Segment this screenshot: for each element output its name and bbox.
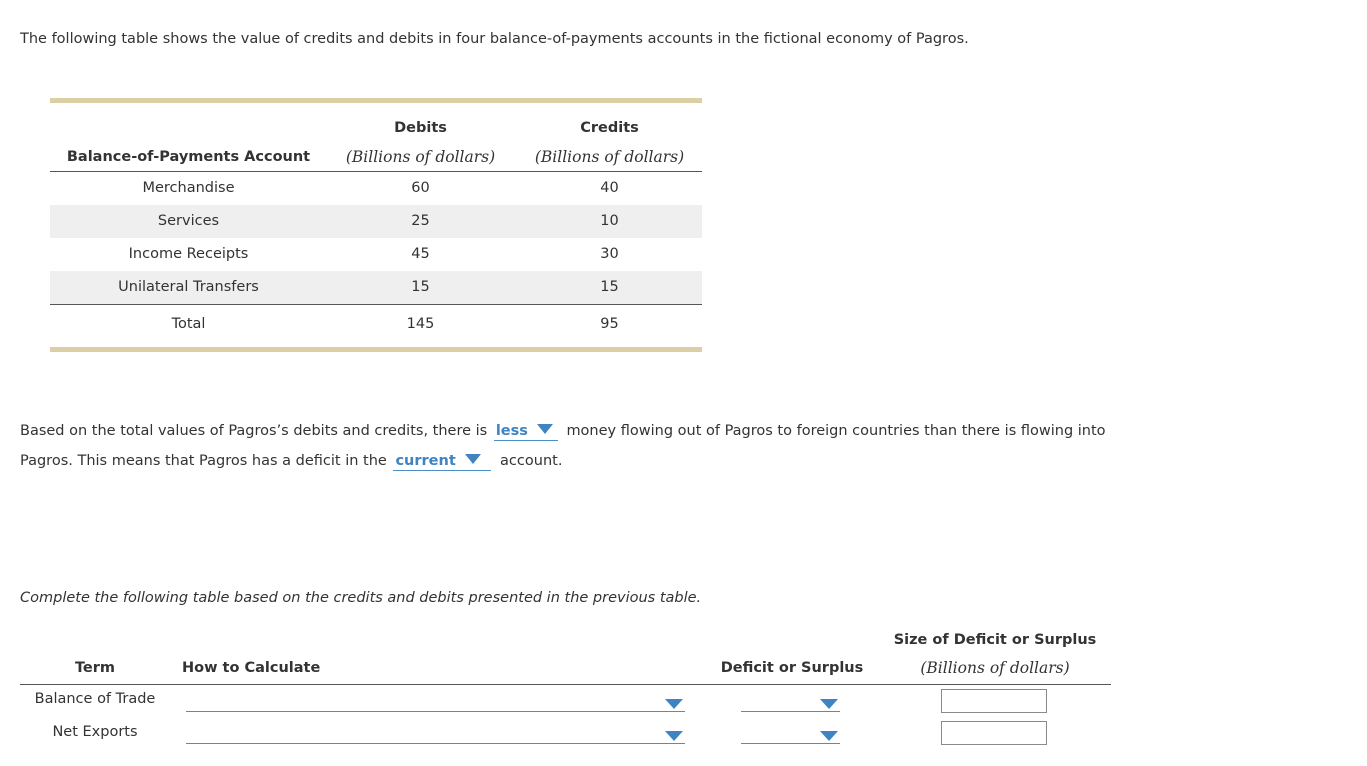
credits-cell: 40 xyxy=(600,180,619,196)
flow-dropdown-value: less xyxy=(495,423,528,439)
header-term: Term xyxy=(74,660,116,676)
header-size: Size of Deficit or Surplus xyxy=(893,632,1097,648)
header-size-unit: (Billions of dollars) xyxy=(920,659,1070,677)
total-debits: 145 xyxy=(406,316,435,332)
account-cell: Income Receipts xyxy=(128,246,249,262)
caret-down-icon xyxy=(820,731,838,741)
credits-cell: 10 xyxy=(600,213,619,229)
total-credits: 95 xyxy=(600,316,619,332)
debits-cell: 60 xyxy=(411,180,430,196)
credits-cell: 15 xyxy=(600,279,619,295)
term-net-exports: Net Exports xyxy=(52,724,138,740)
paragraph-line-1 xyxy=(20,423,1106,441)
table-row xyxy=(50,205,702,238)
account-cell: Merchandise xyxy=(142,180,235,196)
table-row xyxy=(50,238,702,271)
how-to-calculate-select[interactable] xyxy=(186,693,685,712)
flow-dropdown[interactable] xyxy=(494,423,558,441)
header-how-to-calculate: How to Calculate xyxy=(182,660,321,676)
header-debits: Debits xyxy=(394,120,447,136)
term-balance-of-trade: Balance of Trade xyxy=(34,691,156,707)
size-input[interactable] xyxy=(941,689,1047,713)
deficit-or-surplus-select[interactable] xyxy=(741,693,840,712)
caret-down-icon xyxy=(465,454,481,464)
intro-text: The following table shows the value of credits and debits in four balance-of-payments accounts in the fictional economy of Pagros. xyxy=(20,31,969,47)
table-row xyxy=(50,172,702,205)
header-account: Balance-of-Payments Account xyxy=(66,149,311,165)
deficit-or-surplus-select[interactable] xyxy=(741,725,840,744)
instruction-text: Complete the following table based on the credits and debits presented in the previous table. xyxy=(20,590,702,606)
caret-down-icon xyxy=(537,424,553,434)
paragraph-text: Based on the total values of Pagros’s debits and credits, there is xyxy=(20,423,488,439)
caret-down-icon xyxy=(820,699,838,709)
paragraph-line-2 xyxy=(20,453,562,471)
debits-cell: 15 xyxy=(411,279,430,295)
calc-table-rule xyxy=(20,684,1111,685)
table-bottom-rule xyxy=(50,347,702,352)
credits-cell: 30 xyxy=(600,246,619,262)
bop-table xyxy=(50,98,702,352)
header-credits: Credits xyxy=(580,120,639,136)
size-input[interactable] xyxy=(941,721,1047,745)
account-cell: Services xyxy=(157,213,220,229)
table-row xyxy=(50,271,702,304)
debits-cell: 45 xyxy=(411,246,430,262)
how-to-calculate-select[interactable] xyxy=(186,725,685,744)
total-label: Total xyxy=(171,316,206,332)
paragraph-text: account. xyxy=(500,453,563,469)
caret-down-icon xyxy=(665,731,683,741)
caret-down-icon xyxy=(665,699,683,709)
debits-cell: 25 xyxy=(411,213,430,229)
header-debits-unit: (Billions of dollars) xyxy=(345,148,496,166)
table-total-row xyxy=(50,304,702,347)
account-cell: Unilateral Transfers xyxy=(118,279,259,295)
header-credits-unit: (Billions of dollars) xyxy=(534,148,685,166)
account-dropdown[interactable] xyxy=(393,453,491,471)
paragraph-text: money flowing out of Pagros to foreign countries than there is flowing into xyxy=(566,423,1106,439)
table-header-row xyxy=(50,103,702,172)
header-deficit-or-surplus: Deficit or Surplus xyxy=(720,660,864,676)
account-dropdown-value: current xyxy=(395,453,456,469)
paragraph-text: Pagros. This means that Pagros has a deficit in the xyxy=(20,453,387,469)
